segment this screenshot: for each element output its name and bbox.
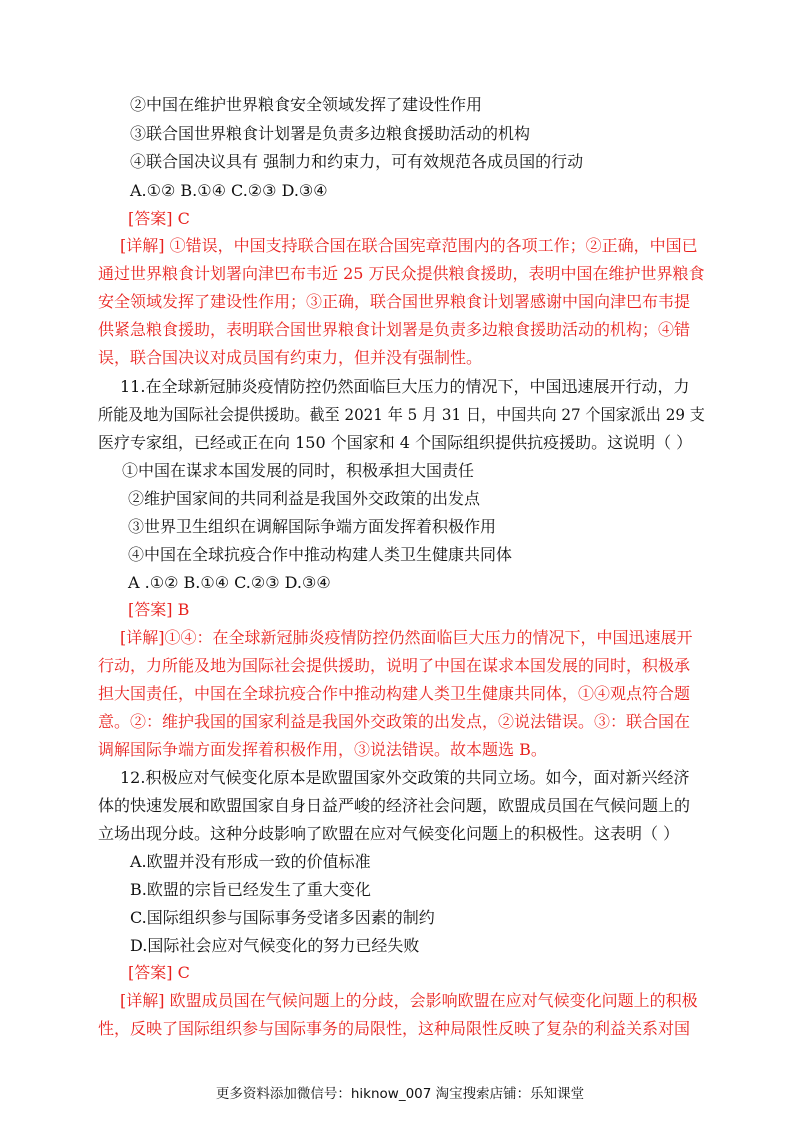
q10-analysis-line: [详解] ①错误，中国支持联合国在联合国宪章范围内的各项工作；②正确，中国已 [120, 236, 698, 255]
q12-stem-line: 体的快速发展和欧盟国家自身日益严峻的经济社会问题，欧盟成员国在气候问题上的 [98, 796, 691, 815]
q11-analysis-line: 意。②：维护我国的国家利益是我国外交政策的出发点，②说法错误。③：联合国在 [98, 712, 691, 731]
q10-option-4: ④联合国决议具有 强制力和约束力，可有效规范各成员国的行动 [130, 152, 584, 171]
q12-analysis-line: [详解] 欧盟成员国在气候问题上的分歧，会影响欧盟在应对气候变化问题上的积极 [120, 991, 698, 1010]
q12-option-b: B.欧盟的宗旨已经发生了重大变化 [130, 880, 371, 899]
q11-analysis-line: 调解国际争端方面发挥着积极作用，③说法错误。故本题选 B。 [98, 740, 547, 759]
q11-option-4: ④中国在全球抗疫合作中推动构建人类卫生健康共同体 [128, 545, 513, 564]
q10-option-2: ②中国在维护世界粮食安全领域发挥了建设性作用 [130, 95, 483, 114]
q10-analysis-line: 通过世界粮食计划署向津巴布韦近 25 万民众提供粮食援助，表明中国在维护世界粮食 [98, 264, 705, 283]
q10-analysis-line: 安全领域发挥了建设性作用；③正确，联合国世界粮食计划署感谢中国向津巴布韦提 [98, 292, 691, 311]
q11-analysis-line: 担大国责任，中国在全球抗疫合作中推动构建人类卫生健康共同体，①④观点符合题 [98, 684, 691, 703]
q11-option-3: ③世界卫生组织在调解国际争端方面发挥着积极作用 [128, 517, 497, 536]
q11-choices: A .①② B.①④ C.②③ D.③④ [128, 573, 331, 592]
q10-option-3: ③联合国世界粮食计划署是负责多边粮食援助活动的机构 [130, 124, 531, 143]
q12-option-c: C.国际组织参与国际事务受诸多因素的制约 [130, 908, 435, 927]
q11-answer: [答案] B [128, 600, 190, 619]
q12-stem-line: 立场出现分歧。这种分歧影响了欧盟在应对气候变化问题上的积极性。这表明（ ） [98, 824, 680, 843]
q11-stem-line: 医疗专家组，已经或正在向 150 个国家和 4 个国际组织提供抗疫援助。这说明（ ） [98, 433, 693, 452]
q11-analysis-line: [详解]①④：在全球新冠肺炎疫情防控仍然面临巨大压力的情况下，中国迅速展开 [120, 628, 693, 647]
q12-option-a: A.欧盟并没有形成一致的价值标准 [130, 852, 371, 871]
q10-answer: [答案] C [128, 209, 190, 228]
q10-analysis-line: 供紧急粮食援助，表明联合国世界粮食计划署是负责多边粮食援助活动的机构；④错 [98, 320, 691, 339]
page-footer: 更多资料添加微信号：hiknow_007 淘宝搜索店铺：乐知课堂 [215, 1086, 585, 1102]
q10-analysis-line: 误，联合国决议对成员国有约束力，但并没有强制性。 [98, 348, 483, 367]
q11-option-2: ②维护国家间的共同利益是我国外交政策的出发点 [128, 489, 481, 508]
q10-choices: A.①② B.①④ C.②③ D.③④ [130, 181, 328, 200]
q12-stem-line: 12.积极应对气候变化原本是欧盟国家外交政策的共同立场。如今，面对新兴经济 [120, 768, 690, 787]
q12-option-d: D.国际社会应对气候变化的努力已经失败 [130, 936, 420, 955]
q12-analysis-line: 性，反映了国际组织参与国际事务的局限性，这种局限性反映了复杂的利益关系对国 [98, 1019, 691, 1038]
q11-analysis-line: 行动，力所能及地为国际社会提供援助，说明了中国在谋求本国发展的同时，积极承 [98, 656, 691, 675]
q11-stem-line: 所能及地为国际社会提供援助。截至 2021 年 5 月 31 日，中国共向 27 个国家派出 29 支 [98, 405, 705, 424]
q11-stem-line: 11.在全球新冠肺炎疫情防控仍然面临巨大压力的情况下，中国迅速展开行动，力 [120, 377, 690, 396]
q11-option-1: ①中国在谋求本国发展的同时，积极承担大国责任 [122, 461, 475, 480]
q12-answer: [答案] C [128, 963, 190, 982]
